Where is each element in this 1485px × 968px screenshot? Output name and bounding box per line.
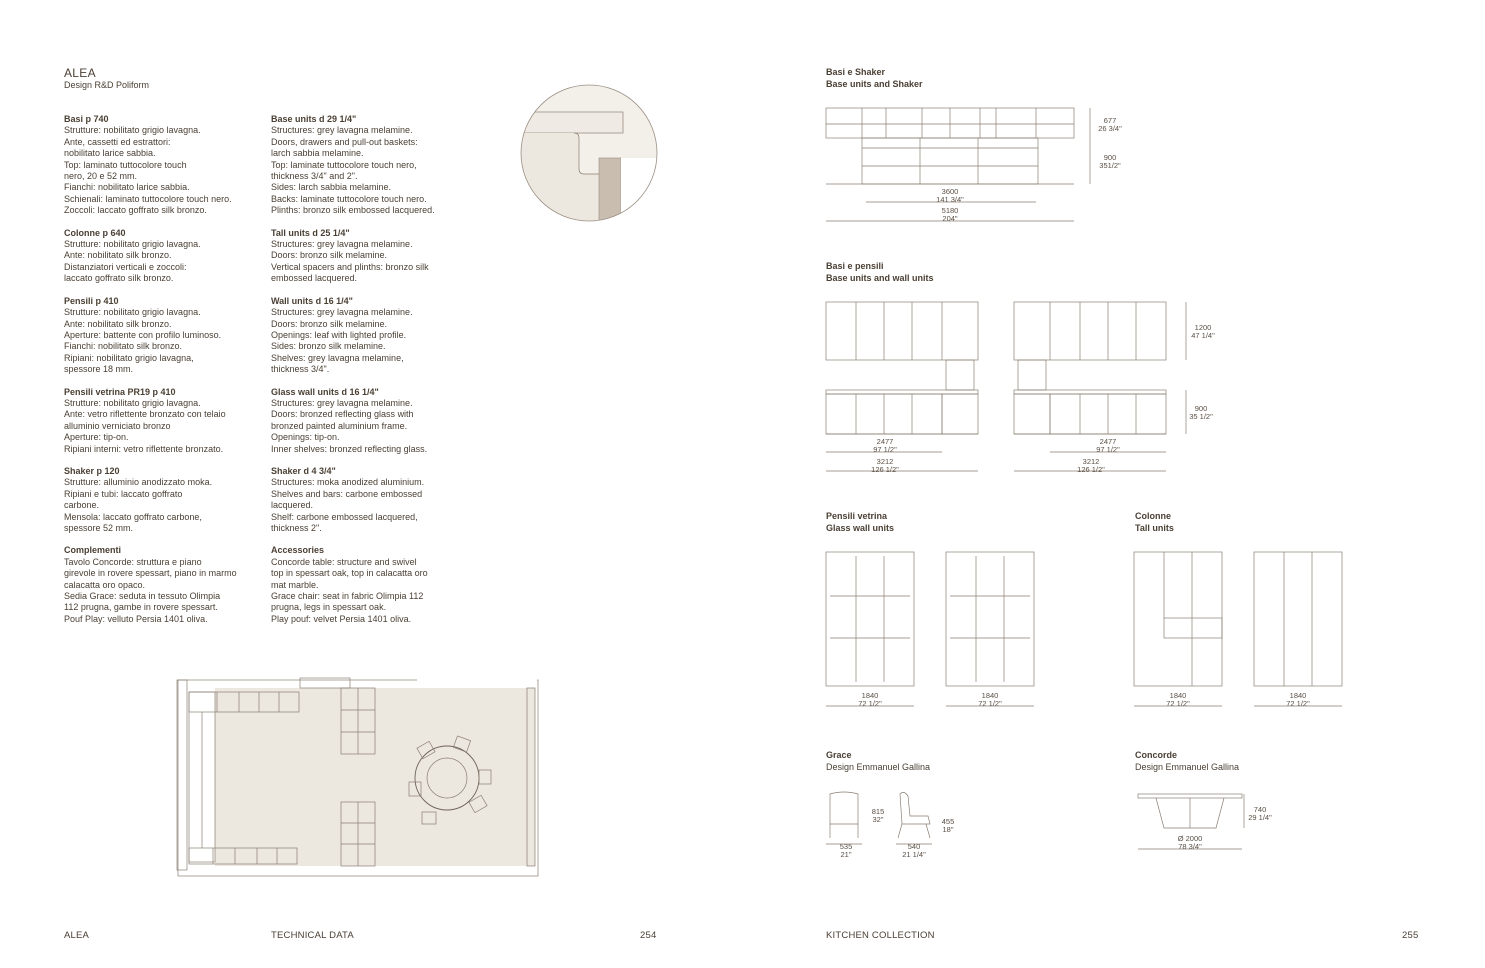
spec-line: Play pouf: velvet Persia 1401 oliva. — [271, 613, 412, 624]
page-number-left: 254 — [640, 930, 657, 941]
specs-english — [271, 114, 471, 636]
spec-line: Pouf Play: velluto Persia 1401 oliva. — [64, 613, 208, 624]
spec-line: Ante, cassetti ed estrattori: — [64, 136, 171, 147]
dimension-label: 455 — [941, 817, 955, 826]
dimension-label: 72 1/2" — [858, 698, 882, 708]
spec-block — [64, 228, 264, 285]
dimension-label: 540 — [907, 842, 921, 851]
dimension-annotation — [1160, 835, 1220, 850]
spec-line: Grace chair: seat in fabric Olimpia 112 — [271, 591, 424, 602]
section-grace-chair — [826, 750, 930, 773]
product-name: Concorde — [1135, 750, 1178, 760]
dimension-annotation — [920, 207, 980, 222]
dimension-annotation — [1078, 438, 1138, 453]
spec-block — [271, 545, 471, 625]
spec-block — [64, 545, 264, 625]
dimension-annotation — [855, 458, 915, 473]
spec-line: Strutture: nobilitato grigio lavagna. — [64, 239, 201, 250]
spec-block — [271, 114, 471, 217]
spec-heading: Tall units d 25 1/4" — [271, 227, 350, 238]
spec-line: Sides: bronzo silk melamine. — [271, 341, 386, 352]
spec-line: 112 prugna, gambe in rovere spessart. — [64, 602, 218, 613]
spec-line: Openings: tip-on. — [271, 432, 340, 443]
product-designer: Design Emmanuel Gallina — [826, 761, 931, 772]
spec-line: Aperture: tip-on. — [64, 432, 129, 443]
spec-line: Structures: moka anodized aluminium. — [271, 477, 425, 488]
dimension-label: 2477 — [1099, 437, 1117, 446]
spec-line: Zoccoli: laccato goffrato silk bronzo. — [64, 205, 207, 216]
product-designer: Design Emmanuel Gallina — [1135, 761, 1240, 772]
spec-line: Doors: bronzo silk melamine. — [271, 250, 388, 261]
spec-line: Top: laminato tuttocolore touch — [64, 159, 187, 170]
spec-block — [271, 228, 471, 285]
dimension-label: 97 1/2" — [873, 444, 897, 454]
spec-line: alluminio verniciato bronzo — [64, 420, 171, 431]
spec-line: Openings: leaf with lighted profile. — [271, 329, 407, 340]
dimension-label: 21 1/4" — [902, 849, 926, 859]
dimension-label: 1840 — [861, 691, 879, 700]
dimension-annotation — [1095, 117, 1125, 132]
section-tall-units — [1135, 511, 1174, 534]
spec-heading: Basi p 740 — [64, 114, 109, 124]
spec-block — [271, 466, 471, 534]
spec-line: spessore 18 mm. — [64, 364, 134, 375]
floor-plan-drawing — [177, 678, 539, 878]
spec-line: carbone. — [64, 500, 100, 511]
dimension-label: 535 — [839, 842, 853, 851]
spec-line: Inner shelves: bronzed reflecting glass. — [271, 443, 428, 454]
profile-detail-drawing — [519, 84, 661, 224]
elevation-tall-units — [1134, 552, 1344, 710]
spec-line: Distanziatori verticali e zoccoli: — [64, 261, 187, 272]
dimension-label: 72 1/2" — [978, 698, 1002, 708]
spec-line: girevole in rovere spessart, piano in marmo — [64, 568, 237, 579]
dimension-annotation — [960, 692, 1020, 707]
section-title-it: Basi e pensili — [826, 261, 884, 271]
dimension-label: 21" — [840, 849, 852, 859]
spec-line: Fianchi: nobilitato silk bronzo. — [64, 341, 183, 352]
section-title-en: Glass wall units — [826, 522, 895, 533]
dimension-label: 1840 — [1289, 691, 1307, 700]
spec-heading: Wall units d 16 1/4" — [271, 295, 353, 306]
dimension-label: 677 — [1103, 116, 1117, 125]
dimension-annotation — [936, 818, 960, 833]
spec-heading: Pensili vetrina PR19 p 410 — [64, 386, 176, 397]
spec-heading: Complementi — [64, 545, 122, 556]
spec-line: mat marble. — [271, 579, 319, 590]
spec-line: larch sabbia melamine. — [271, 148, 364, 159]
spec-heading: Accessories — [271, 545, 325, 556]
dimension-label: 72 1/2" — [1286, 698, 1310, 708]
spec-line: Shelves: grey lavagna melamine, — [271, 352, 404, 363]
dimension-label: 72 1/2" — [1166, 698, 1190, 708]
spec-line: Vertical spacers and plinths: bronzo silk — [271, 261, 429, 272]
spec-line: Structures: grey lavagna melamine. — [271, 125, 413, 136]
dimension-annotation — [1186, 405, 1216, 420]
spec-block — [271, 387, 471, 455]
page-number-right: 255 — [1402, 930, 1419, 941]
spec-block — [64, 114, 264, 217]
product-name: Grace — [826, 750, 852, 760]
spec-heading: Shaker p 120 — [64, 465, 120, 476]
elevation-glass-wall — [826, 552, 1036, 710]
section-concorde-table — [1135, 750, 1239, 773]
spec-line: thickness 3/4" and 2". — [271, 171, 358, 182]
spec-heading: Shaker d 4 3/4" — [271, 465, 336, 476]
dimension-label: 32" — [872, 814, 884, 824]
spec-line: Ante: nobilitato silk bronzo. — [64, 318, 172, 329]
spec-block — [64, 466, 264, 534]
collection-title: ALEA — [64, 66, 96, 80]
footer-section: TECHNICAL DATA — [271, 930, 354, 941]
section-title-en: Base units and Shaker — [826, 78, 923, 89]
dimension-label: 3212 — [1082, 457, 1100, 466]
dimension-label: 1840 — [981, 691, 999, 700]
dimension-annotation — [1148, 692, 1208, 707]
dimension-label: 351/2" — [1099, 160, 1121, 170]
specs-italian — [64, 114, 264, 636]
spec-line: Doors, drawers and pull-out baskets: — [271, 136, 418, 147]
spec-line: top in spessart oak, top in calacatta oro — [271, 568, 428, 579]
footer-collection: KITCHEN COLLECTION — [826, 930, 935, 941]
spec-line: nero, 20 e 52 mm. — [64, 171, 138, 182]
spec-line: Strutture: alluminio anodizzato moka. — [64, 477, 213, 488]
spec-line: Backs: laminate tuttocolore touch nero. — [271, 193, 427, 204]
spec-line: calacatta oro opaco. — [64, 579, 146, 590]
dimension-label: 204" — [942, 213, 958, 223]
spec-line: nobilitato larice sabbia. — [64, 148, 156, 159]
spec-line: Concorde table: structure and swivel — [271, 556, 417, 567]
dimension-annotation — [840, 692, 900, 707]
dimension-annotation — [866, 808, 890, 823]
spec-line: embossed lacquered. — [271, 273, 358, 284]
dimension-label: Ø 2000 — [1177, 834, 1203, 843]
dimension-label: 900 — [1194, 404, 1208, 413]
dimension-label: 141 3/4" — [936, 194, 964, 204]
spec-line: bronzed painted aluminium frame. — [271, 420, 408, 431]
spec-heading: Glass wall units d 16 1/4" — [271, 386, 379, 397]
dimension-annotation — [920, 188, 980, 203]
dimension-label: 18" — [942, 824, 954, 834]
dimension-annotation — [1268, 692, 1328, 707]
spec-line: spessore 52 mm. — [64, 523, 134, 533]
dimension-label: 29 1/4" — [1248, 812, 1272, 822]
designer-credit: Design R&D Poliform — [64, 80, 150, 90]
spec-line: Ripiani: nobilitato grigio lavagna, — [64, 352, 194, 363]
dimension-label: 1840 — [1169, 691, 1187, 700]
spec-block — [64, 387, 264, 455]
dimension-annotation — [826, 843, 866, 858]
dimension-label: 78 3/4" — [1178, 841, 1202, 851]
dimension-label: 2477 — [876, 437, 894, 446]
spec-line: Shelves and bars: carbone embossed — [271, 488, 423, 499]
dimension-label: 47 1/4" — [1191, 330, 1215, 340]
section-title-it: Pensili vetrina — [826, 511, 888, 521]
spec-line: Structures: grey lavagna melamine. — [271, 307, 413, 318]
spec-line: Doors: bronzed reflecting glass with — [271, 409, 414, 420]
spec-line: Structures: grey lavagna melamine. — [271, 397, 413, 408]
spec-line: thickness 3/4". — [271, 364, 330, 375]
spec-line: Doors: bronzo silk melamine. — [271, 318, 388, 329]
dimension-label: 900 — [1103, 153, 1117, 162]
spec-line: Ripiani interni: vetro riflettente bronzato. — [64, 443, 224, 454]
dimension-annotation — [1188, 324, 1218, 339]
section-glass-wall — [826, 511, 894, 534]
spec-heading: Base units d 29 1/4" — [271, 114, 357, 124]
footer-brand: ALEA — [64, 930, 90, 941]
dimension-label: 740 — [1253, 805, 1267, 814]
section-base-wall — [826, 261, 934, 284]
dimension-label: 35 1/2" — [1189, 411, 1213, 421]
spec-line: Plinths: bronzo silk embossed lacquered. — [271, 205, 435, 216]
spec-line: laccato goffrato silk bronzo. — [64, 273, 174, 284]
spec-line: Schienali: laminato tuttocolore touch nero. — [64, 193, 232, 204]
section-title-en: Tall units — [1135, 522, 1174, 533]
spec-line: Sides: larch sabbia melamine. — [271, 182, 392, 193]
spec-line: lacquered. — [271, 500, 314, 511]
dimension-label: 126 1/2" — [1077, 464, 1105, 474]
dimension-annotation — [1095, 154, 1125, 169]
spec-line: Tavolo Concorde: struttura e piano — [64, 556, 202, 567]
spec-line: Sedia Grace: seduta in tessuto Olimpia — [64, 591, 221, 602]
dimension-annotation — [855, 438, 915, 453]
section-title-it: Basi e Shaker — [826, 67, 886, 77]
section-base-shaker — [826, 67, 923, 90]
spec-line: Mensola: laccato goffrato carbone, — [64, 511, 202, 522]
dimension-label: 126 1/2" — [871, 464, 899, 474]
spec-heading: Pensili p 410 — [64, 295, 119, 306]
dimension-label: 97 1/2" — [1096, 444, 1120, 454]
spec-line: thickness 2". — [271, 523, 322, 533]
dimension-label: 3600 — [941, 187, 959, 196]
spec-line: Aperture: battente con profilo luminoso. — [64, 329, 222, 340]
section-title-en: Base units and wall units — [826, 272, 934, 283]
dimension-label: 815 — [871, 807, 885, 816]
spec-line: Strutture: nobilitato grigio lavagna. — [64, 125, 201, 136]
spec-line: Ante: vetro riflettente bronzato con telaio — [64, 409, 226, 420]
spec-line: Top: laminate tuttocolore touch nero, — [271, 159, 417, 170]
spec-block — [271, 296, 471, 376]
spec-heading: Colonne p 640 — [64, 227, 126, 238]
spec-line: Shelf: carbone embossed lacquered, — [271, 511, 418, 522]
spec-line: Ripiani e tubi: laccato goffrato — [64, 488, 183, 499]
spec-line: Ante: nobilitato silk bronzo. — [64, 250, 172, 261]
dimension-annotation — [1246, 806, 1274, 821]
spec-line: Strutture: nobilitato grigio lavagna. — [64, 307, 201, 318]
dimension-annotation — [1061, 458, 1121, 473]
dimension-label: 1200 — [1194, 323, 1212, 332]
dimension-label: 5180 — [941, 206, 959, 215]
spec-line: Strutture: nobilitato grigio lavagna. — [64, 397, 201, 408]
dimension-label: 3212 — [876, 457, 894, 466]
section-title-it: Colonne — [1135, 511, 1171, 521]
spec-line: Fianchi: nobilitato larice sabbia. — [64, 182, 190, 193]
dimension-annotation — [894, 843, 934, 858]
spec-line: prugna, legs in spessart oak. — [271, 602, 387, 613]
spec-block — [64, 296, 264, 376]
dimension-label: 26 3/4" — [1098, 123, 1122, 133]
spec-line: Structures: grey lavagna melamine. — [271, 239, 413, 250]
